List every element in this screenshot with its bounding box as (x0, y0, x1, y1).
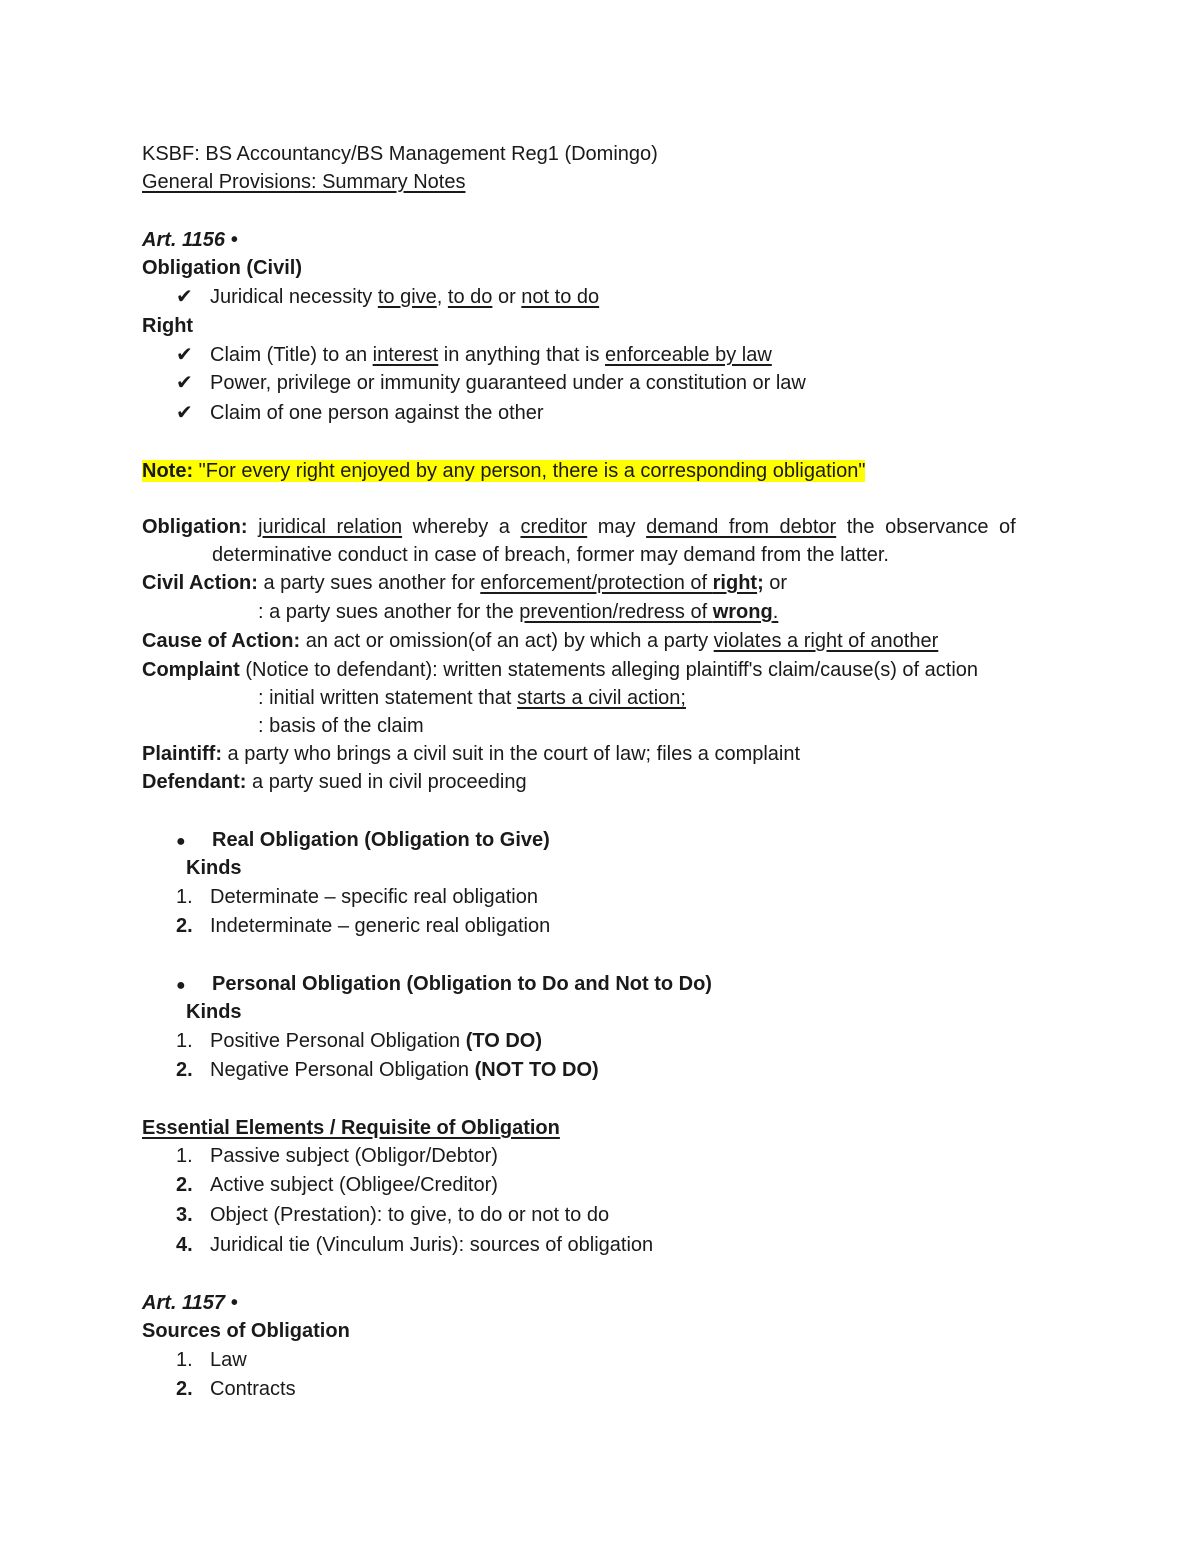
sources-of-obligation-heading: Sources of Obligation (142, 1320, 350, 1342)
defendant-definition: Defendant: a party sued in civil proceeding (142, 771, 527, 793)
obligation-definition-cont: determinative conduct in case of breach, former may demand from the latter. (212, 544, 889, 566)
course-header: KSBF: BS Accountancy/BS Management Reg1 (Domingo) (142, 143, 658, 165)
plaintiff-definition: Plaintiff: a party who brings a civil suit in the court of law; files a complaint (142, 743, 801, 765)
bullet-icon: ● (176, 833, 186, 850)
real-obligation-heading: ● Real Obligation (Obligation to Give) (142, 827, 550, 855)
cause-of-action-definition: Cause of Action: an act or omission(of an act) by which a party violates a right of another (142, 630, 939, 652)
obligation-definition-item: ✔ Juridical necessity to give, to do or not to do (176, 286, 600, 308)
document-subtitle: General Provisions: Summary Notes (142, 171, 466, 193)
list-item: 3. Object (Prestation): to give, to do or not to do (176, 1204, 610, 1226)
civil-action-definition-2: : a party sues another for the prevention/redress of wrong. (258, 601, 779, 623)
check-icon: ✔ (176, 402, 193, 424)
complaint-definition: Complaint (Notice to defendant): written statements alleging plaintiff's claim/cause(s) of action (142, 659, 979, 681)
article-1157-title: Art. 1157 • (142, 1292, 238, 1314)
list-item: 4. Juridical tie (Vinculum Juris): sources of obligation (176, 1234, 654, 1256)
list-item: 2. Active subject (Obligee/Creditor) (176, 1174, 498, 1196)
list-item: 2. Indeterminate – generic real obligation (176, 915, 551, 937)
real-obligation-kinds-label: Kinds (186, 857, 242, 879)
right-item-3: ✔ Claim of one person against the other (176, 402, 544, 424)
complaint-definition-3: : basis of the claim (258, 715, 424, 737)
right-item-1: ✔ Claim (Title) to an interest in anything that is enforceable by law (176, 344, 772, 366)
obligation-civil-heading: Obligation (Civil) (142, 257, 302, 279)
obligation-definition: Obligation: juridical relation whereby a creditor may demand from debtor the observance of (142, 516, 1016, 538)
list-item: 1. Passive subject (Obligor/Debtor) (176, 1145, 498, 1167)
list-item: 2. Negative Personal Obligation (NOT TO DO) (176, 1059, 599, 1081)
list-item: 1. Law (176, 1349, 247, 1371)
list-item: 1. Determinate – specific real obligation (176, 886, 538, 908)
note-highlight: Note: "For every right enjoyed by any person, there is a corresponding obligation" (142, 460, 866, 482)
complaint-definition-2: : initial written statement that starts a civil action; (258, 687, 686, 709)
personal-obligation-kinds-label: Kinds (186, 1001, 242, 1023)
check-icon: ✔ (176, 344, 193, 366)
list-item: 2. Contracts (176, 1378, 296, 1400)
personal-obligation-heading: ● Personal Obligation (Obligation to Do and Not to Do) (142, 971, 712, 999)
right-item-2: ✔ Power, privilege or immunity guaranteed under a constitution or law (176, 372, 806, 394)
bullet-icon: ● (176, 977, 186, 994)
list-item: 1. Positive Personal Obligation (TO DO) (176, 1030, 542, 1052)
right-heading: Right (142, 315, 194, 337)
check-icon: ✔ (176, 286, 193, 308)
civil-action-definition: Civil Action: a party sues another for enforcement/protection of right; or (142, 572, 788, 594)
essential-elements-heading: Essential Elements / Requisite of Obligation (142, 1117, 560, 1139)
check-icon: ✔ (176, 372, 193, 394)
article-1156-title: Art. 1156 • (142, 229, 238, 251)
